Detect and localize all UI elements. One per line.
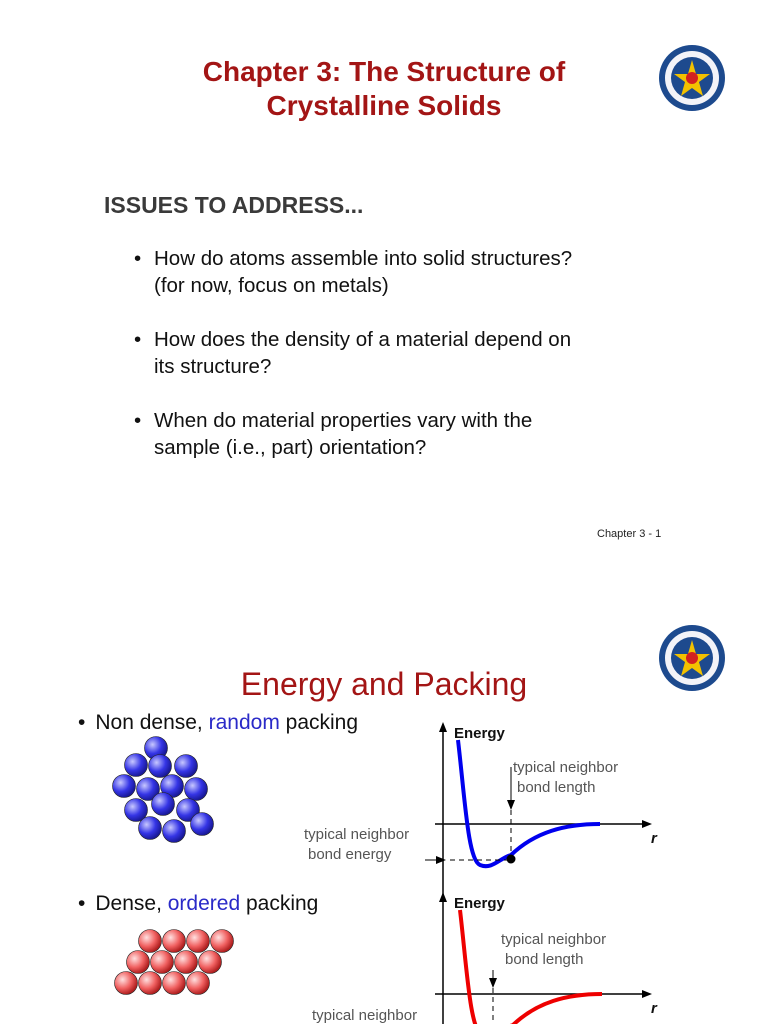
packing-prefix: Dense, xyxy=(95,892,168,915)
atom-sphere xyxy=(175,755,198,778)
atom-sphere xyxy=(139,817,162,840)
atom-sphere xyxy=(175,951,198,974)
random-packing-illustration xyxy=(108,735,223,855)
title-line-2: Crystalline Solids xyxy=(266,90,502,121)
atom-sphere xyxy=(139,972,162,995)
bond-length-line-2: bond length xyxy=(517,779,596,796)
bullet-icon: • xyxy=(134,328,142,351)
ordered-packing-illustration xyxy=(110,925,240,1005)
bullet-line: (for now, focus on metals) xyxy=(154,274,389,297)
atom-sphere xyxy=(199,951,222,974)
energy-graph-random xyxy=(300,720,680,900)
r-axis-label: r xyxy=(651,1000,657,1017)
packing-highlight: ordered xyxy=(167,892,241,915)
bond-length-line-2: bond length xyxy=(505,951,584,968)
bullet-line: its structure? xyxy=(154,355,272,378)
packing-prefix: Non dense, xyxy=(95,711,209,734)
energy-axis-label: Energy xyxy=(454,895,505,912)
bond-energy-annotation xyxy=(312,1006,417,1024)
title-line-1: Chapter 3: The Structure of xyxy=(202,56,566,87)
bullet-icon: • xyxy=(78,892,86,915)
page-title xyxy=(0,55,768,123)
page-number: Chapter 3 - 1 xyxy=(597,528,662,540)
atom-sphere xyxy=(152,793,175,816)
list-item xyxy=(134,407,674,461)
atom-sphere xyxy=(163,820,186,843)
slide-title: Energy and Packing xyxy=(240,666,528,702)
list-item xyxy=(134,326,674,380)
bond-length-line-1: typical neighbor xyxy=(501,931,607,948)
atom-sphere xyxy=(187,930,210,953)
bond-energy-annotation xyxy=(304,825,409,865)
bullet-icon: • xyxy=(78,711,86,734)
atom-sphere xyxy=(127,951,150,974)
atom-sphere xyxy=(211,930,234,953)
atom-sphere xyxy=(185,778,208,801)
packing-suffix: packing xyxy=(279,711,359,734)
atom-sphere xyxy=(125,754,148,777)
bond-energy-line-1: typical neighbor xyxy=(304,826,410,843)
atom-sphere xyxy=(149,755,172,778)
list-item xyxy=(134,245,674,299)
bullet-icon: • xyxy=(134,247,142,270)
atom-sphere xyxy=(115,972,138,995)
atom-sphere xyxy=(187,972,210,995)
bullet-line: When do material properties vary with the xyxy=(154,409,533,432)
atom-sphere xyxy=(151,951,174,974)
atom-sphere xyxy=(113,775,136,798)
bullet-line: sample (i.e., part) orientation? xyxy=(154,436,427,459)
slide-2 xyxy=(0,580,768,1024)
atom-sphere xyxy=(139,930,162,953)
energy-axis-label: Energy xyxy=(454,725,505,742)
bullet-line: How does the density of a material depend on xyxy=(154,328,572,351)
issues-list xyxy=(134,245,674,488)
packing-suffix: packing xyxy=(240,892,319,915)
atom-sphere xyxy=(163,930,186,953)
packing-highlight: random xyxy=(208,711,280,734)
atom-sphere xyxy=(163,972,186,995)
bond-energy-line-1: typical neighbor xyxy=(312,1007,418,1024)
packing-bullet-ordered xyxy=(78,892,318,916)
bullet-icon: • xyxy=(134,409,142,432)
bond-length-annotation xyxy=(501,930,606,970)
issues-heading: ISSUES TO ADDRESS... xyxy=(104,192,364,218)
bond-energy-line-2: bond energy xyxy=(308,846,392,863)
bond-length-annotation xyxy=(513,758,618,798)
bond-length-line-1: typical neighbor xyxy=(513,759,619,776)
atom-sphere xyxy=(191,813,214,836)
bullet-line: How do atoms assemble into solid structures? xyxy=(154,247,573,270)
energy-curve-plot xyxy=(300,720,680,900)
energy-graph-ordered xyxy=(300,890,680,1024)
r-axis-label: r xyxy=(651,830,657,847)
